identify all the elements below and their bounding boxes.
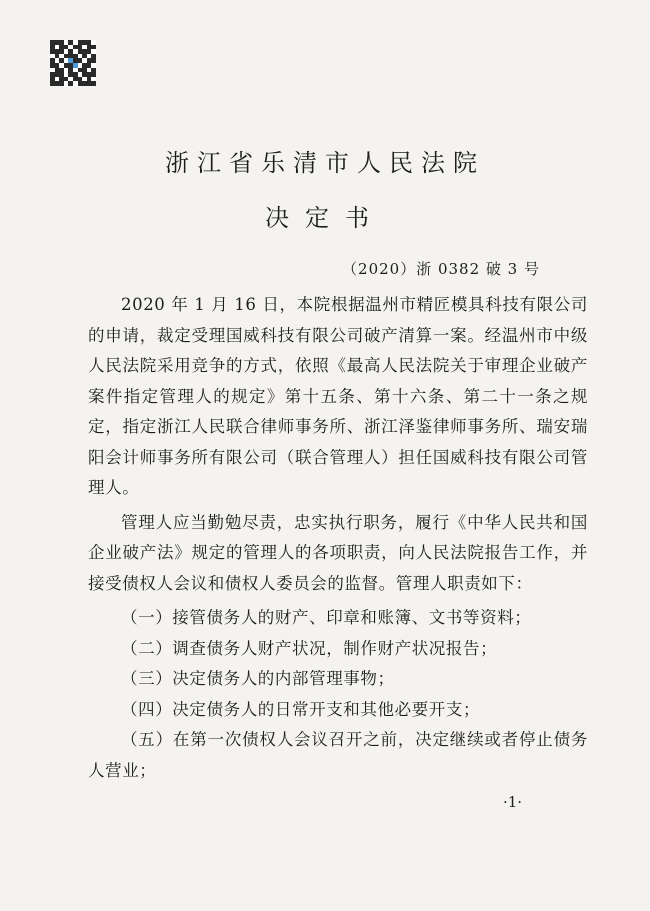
case-number: （2020）浙 0382 破 3 号 bbox=[342, 260, 540, 278]
duty-item: （五）在第一次债权人会议召开之前，决定继续或者停止债务人营业； bbox=[88, 730, 588, 780]
document-body bbox=[88, 290, 588, 786]
duty-item: （一）接管债务人的财产、印章和账簿、文书等资料； bbox=[121, 608, 532, 627]
duty-item: （二）调查债务人财产状况，制作财产状况报告； bbox=[121, 638, 498, 658]
duty-item: （四）决定债务人的日常开支和其他必要开支； bbox=[121, 699, 481, 719]
court-name-title: 浙江省乐清市人民法院 bbox=[165, 149, 485, 177]
paragraph-appointment: 2020 年 1 月 16 日，本院根据温州市精匠模具科技有限公司的申请，裁定受理国威科技有限公司破产清算一案。经温州市中级人民法院采用竞争的方式，依照《最高人民法院关于审理企业破产案件指定管理人的规定》第十五条、第十六条、第二十一条之规定，指定浙江人民联合律师事务所、浙江泽鉴律师事务所、瑞安瑞阳会计师事务所有限公司（联合管理人）担任国威科技有限公司管理人。 bbox=[88, 295, 588, 497]
document-type-title: 决定书 bbox=[265, 204, 385, 232]
qr-code-icon bbox=[50, 40, 96, 86]
page-number: ·1· bbox=[503, 793, 523, 811]
paragraph-duties: 管理人应当勤勉尽责，忠实执行职务，履行《中华人民共和国企业破产法》规定的管理人的各项职责，向人民法院报告工作，并接受债权人会议和债权人委员会的监督。管理人职责如下： bbox=[88, 512, 588, 593]
duty-item: （三）决定债务人的内部管理事物； bbox=[121, 669, 395, 688]
